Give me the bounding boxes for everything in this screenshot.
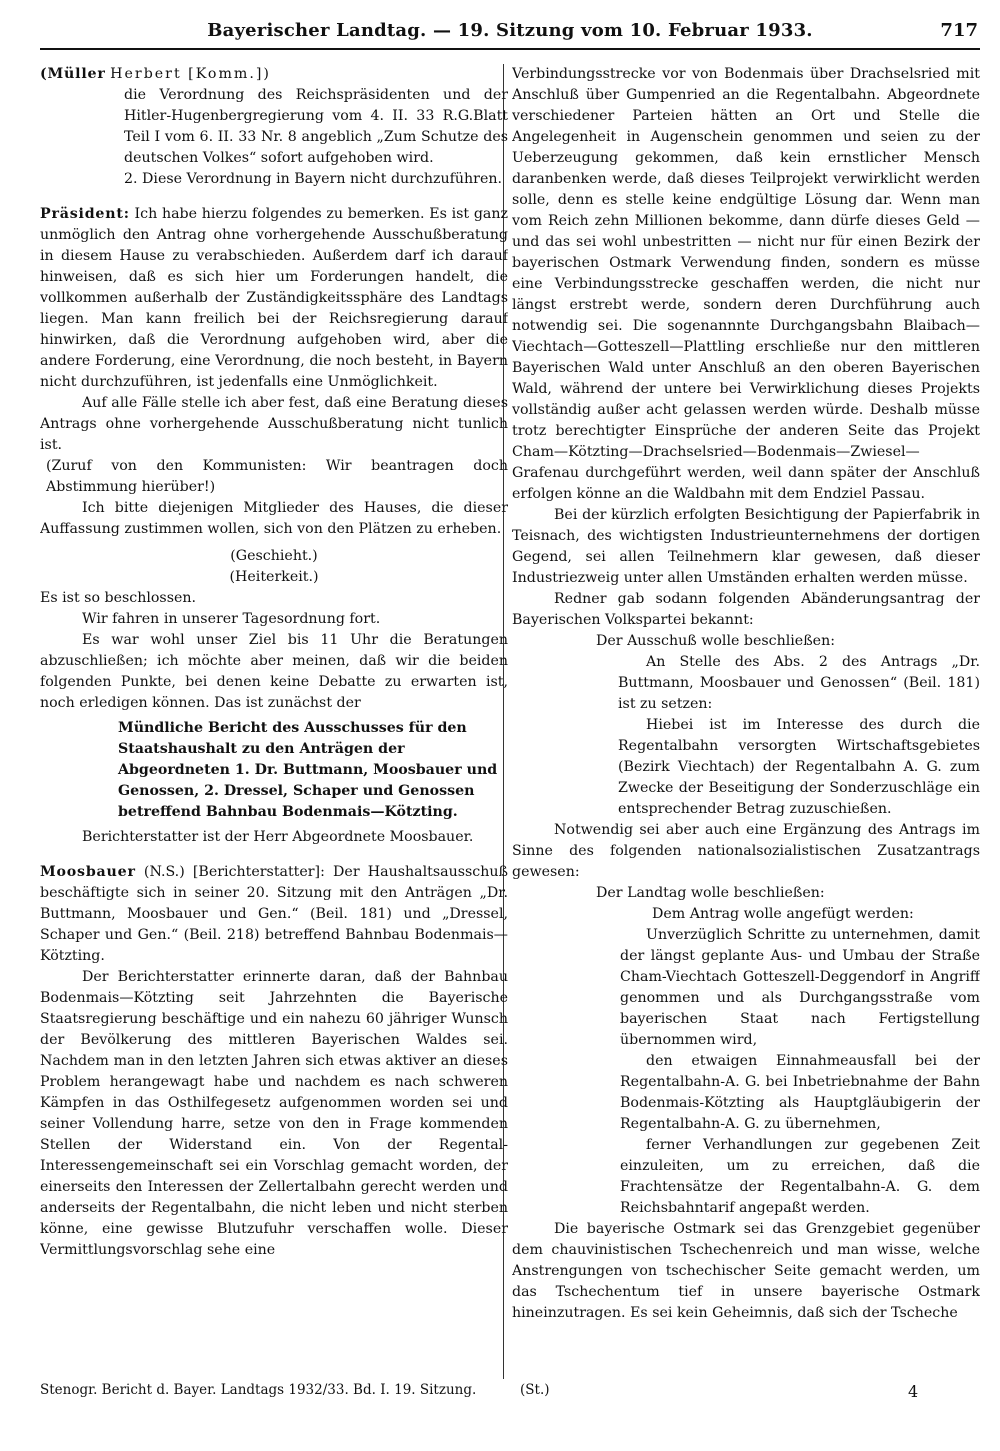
speaker-name: (Müller (40, 66, 106, 82)
report-paragraph-3: Redner gab sodann folgenden Abänderungsantrag der Bayerischen Volkspartei bekannt: (512, 591, 980, 628)
motion-item-2: 2. Diese Verordnung in Bayern nicht durchzuführen. (124, 171, 502, 187)
stage-direction-happens: (Geschieht.) (230, 548, 318, 564)
motion-list-item-1: Unverzüglich Schritte zu unternehmen, damit der längst geplante Aus- und Umbau der Straße Cham-Viechtach Gotteszell-Deggendorf in Angriff genommen und als Durchgangsstraße vom bayerischen Staat nach Fertigstellung übernommen wird, (620, 927, 980, 1048)
moosbauer-text: Der Haushaltsausschuß beschäftigte sich in seiner 20. Sitzung mit den Anträgen „Dr. Buttmann, Moosbauer und Gen.“ (Beil. 181) und „Dressel, Schaper und Gen.“ (Beil. 218) betreffend Bahnbau Bodenmais—Kötzting. (40, 864, 508, 964)
resolution-text: Es ist so beschlossen. (40, 590, 197, 606)
speaker-role: (N.S.) [Berichterstatter]: (143, 864, 325, 880)
motion-list-item-3: ferner Verhandlungen zur gegebenen Zeit einzuleiten, um zu erreichen, daß die Frachtensätze der Regentalbahn-A. G. dem Reichsbahntarif angepaßt werden. (620, 1137, 980, 1216)
motion-list (512, 925, 980, 1219)
rapporteur-line: Berichterstatter ist der Herr Abgeordnete Moosbauer. (82, 829, 474, 845)
footer-mark: (St.) (520, 1382, 550, 1398)
report-paragraph-2: Bei der kürzlich erfolgten Besichtigung der Papierfabrik in Teisnach, des wichtigsten Industrieunternehmens der dortigen Gegend, sei allen Teilnehmern klar gewesen, daß dieser Industriezweig unter allen Umständen erhalten werden müsse. (512, 507, 980, 586)
running-header (40, 18, 980, 50)
stage-direction-laughter: (Heiterkeit.) (229, 569, 319, 585)
motion-list-item-2: den etwaigen Einnahmeausfall bei der Regentalbahn-A. G. bei Inbetriebnahme der Bahn Bodenmais-Kötzting als Hauptgläubigerin der Regentalbahn-A. G. zu übernehmen, (620, 1053, 980, 1132)
moosbauer-paragraph-2: Der Berichterstatter erinnerte daran, daß der Bahnbau Bodenmais—Kötzting seit Jahrzehnten die Bayerische Staatsregierung beschäftige und ein nahezu 60 jähriger Wunsch der Bevölkerung des mittleren Bayerischen Waldes sei. Nachdem man in den letzten Jahren sich etwas aktiver an dieses Problem herangewagt habe und nachdem es nach schweren Kämpfen in das Osthilfegesetz aufgenommen worden sei und seiner Vollendung harre, setze von den in Frage kommenden Stellen der Widerstand ein. Von der Regental-Interessengemeinschaft sei ein Vorschlag gemacht worden, der einerseits den Interessen der Zellertalbahn gerecht werden und anderseits der Regentalbahn, die nicht leben und nicht sterben könne, eine gewisse Blutzufuhr verschaffen wolle. Dieser Vermittlungsvorschlag sehe eine (40, 969, 508, 1258)
president-paragraph-2: Auf alle Fälle stelle ich aber fest, daß eine Beratung dieses Antrags ohne vorhergehende Ausschußberatung nicht tunlich ist. (40, 395, 508, 453)
motion-added: Dem Antrag wolle angefügt werden: (652, 906, 914, 922)
footer-sheet-number: 4 (908, 1382, 919, 1401)
report-paragraph-4: Notwendig sei aber auch eine Ergänzung des Antrags im Sinne des folgenden nationalsozialistischen Zusatzantrags gewesen: (512, 822, 980, 880)
continue-agenda: Wir fahren in unserer Tagesordnung fort. (82, 611, 381, 627)
header-title: Bayerischer Landtag. — 19. Sitzung vom 10. Februar 1933. (207, 20, 813, 41)
speaker-party: Herbert [Komm.]) (110, 66, 271, 82)
president-paragraph (40, 204, 508, 393)
speaker-moosbauer: Moosbauer (40, 864, 136, 880)
interjection: (Zuruf von den Kommunisten: Wir beantragen doch Abstimmung hierüber!) (46, 458, 508, 495)
page-number: 717 (940, 20, 978, 41)
report-paragraph-1: Verbindungsstrecke vor von Bodenmais über Drachselsried mit Anschluß über Gumpenried an die Regentalbahn. Abgeordnete verschiedener Parteien hätten an Ort und Stelle die Angelegenheit in Augenschein genommen und seien zu der Ueberzeugung gekommen, daß kein ernstlicher Mensch daranbenken werde, daß dieses Teilprojekt verwirklicht werden solle, denn es stelle keine endgültige Lösung dar. Wenn man vom Reich zehn Millionen bekomme, dann dürfe dieses Geld — und das sei wohl unbestritten — nicht nur für einen Bezirk der bayerischen Ostmark Verwendung finden, sondern es müsse eine Verbindungsstrecke geschaffen werden, die nicht nur längst erstrebt werde, sondern deren Durchführung auch notwendig sei. Die sogenannnte Durchgangsbahn Blaibach—Viechtach—Gotteszell—Plattling erschließe nur den mittleren Bayerischen Wald unter Anschluß an den oberen Bayerischen Wald, während der untere bei Verwirklichung dieses Projekts vollständig außer acht gelassen werden würde. Deshalb müsse trotz berechtigter Einsprüche der anderen Seite das Projekt Cham—Kötzting—Drachselsried—Bodenmais—Zwiesel—Grafenau durchgeführt werden, weil dann später der Anschluß erfolgen könne an die Waldbahn mit dem Endziel Passau. (512, 66, 980, 502)
president-text: Ich habe hierzu folgendes zu bemerken. Es ist ganz unmöglich den Antrag ohne vorhergehende Ausschußberatung in diesem Hause zu verabschieden. Außerdem darf ich darauf hinweisen, daß es sich hier um Forderungen handelt, die vollkommen außerhalb der Zuständigkeitssphäre des Landtags liegen. Man kann freilich bei der Reichsregierung darauf hinwirken, daß die Verordnung aufgehoben wird, aber die andere Forderung, eine Verordnung, die noch besteht, in Bayern nicht durchzuführen, ist jedenfalls eine Unmöglichkeit. (40, 206, 508, 390)
agenda-item-title: Mündliche Bericht des Ausschusses für den Staatshaushalt zu den Anträgen der Abgeordneten 1. Dr. Buttmann, Moosbauer und Genossen, 2. Dressel, Schaper und Genossen betreffend Bahnbau Bodenmais—Kötzting. (118, 720, 498, 820)
committee-resolution: Der Ausschuß wolle beschließen: (596, 633, 835, 649)
moosbauer-paragraph (40, 862, 508, 967)
agenda-intro: Es war wohl unser Ziel bis 11 Uhr die Beratungen abzuschließen; ich möchte aber meinen, daß wir die beiden folgenden Punkte, bei denen keine Debatte zu erwarten ist, noch erledigen können. Das ist zunächst der (40, 632, 508, 711)
landtag-resolution: Der Landtag wolle beschließen: (596, 885, 825, 901)
report-paragraph-5: Die bayerische Ostmark sei das Grenzgebiet gegenüber dem chauvinistischen Tschechenreich und man wisse, welche Anstrengungen von tschechischer Seite gemacht werden, um das Tschechentum tief in unsere bayerische Ostmark hineinzutragen. Es sei kein Geheimnis, daß sich der Tscheche (512, 1221, 980, 1321)
motion-text: die Verordnung des Reichspräsidenten und der Hitler-Hugenbergregierung vom 4. II. 33 R.G.Blatt Teil I vom 6. II. 33 Nr. 8 angeblich „Zum Schutze des deutschen Volkes“ sofort aufgehoben wird. (124, 87, 508, 166)
speaker-president: Präsident: (40, 206, 130, 222)
president-paragraph-3: Ich bitte diejenigen Mitglieder des Hauses, die dieser Auffassung zustimmen wollen, sich von den Plätzen zu erheben. (40, 500, 508, 537)
amendment-2: Hiebei ist im Interesse des durch die Regentalbahn versorgten Wirtschaftsgebietes (Bezirk Viechtach) der Regentalbahn A. G. zum Zwecke der Beseitigung der Sonderzuschläge ein entsprechender Betrag zuzuschießen. (618, 717, 980, 817)
footer-publication: Stenogr. Bericht d. Bayer. Landtags 1932/33. Bd. I. 19. Sitzung. (40, 1382, 477, 1398)
left-column (40, 64, 508, 1374)
right-column (512, 64, 980, 1374)
speaker-heading-mueller (40, 64, 508, 85)
amendment-1: An Stelle des Abs. 2 des Antrags „Dr. Buttmann, Moosbauer und Genossen“ (Beil. 181) ist zu setzen: (618, 654, 980, 712)
